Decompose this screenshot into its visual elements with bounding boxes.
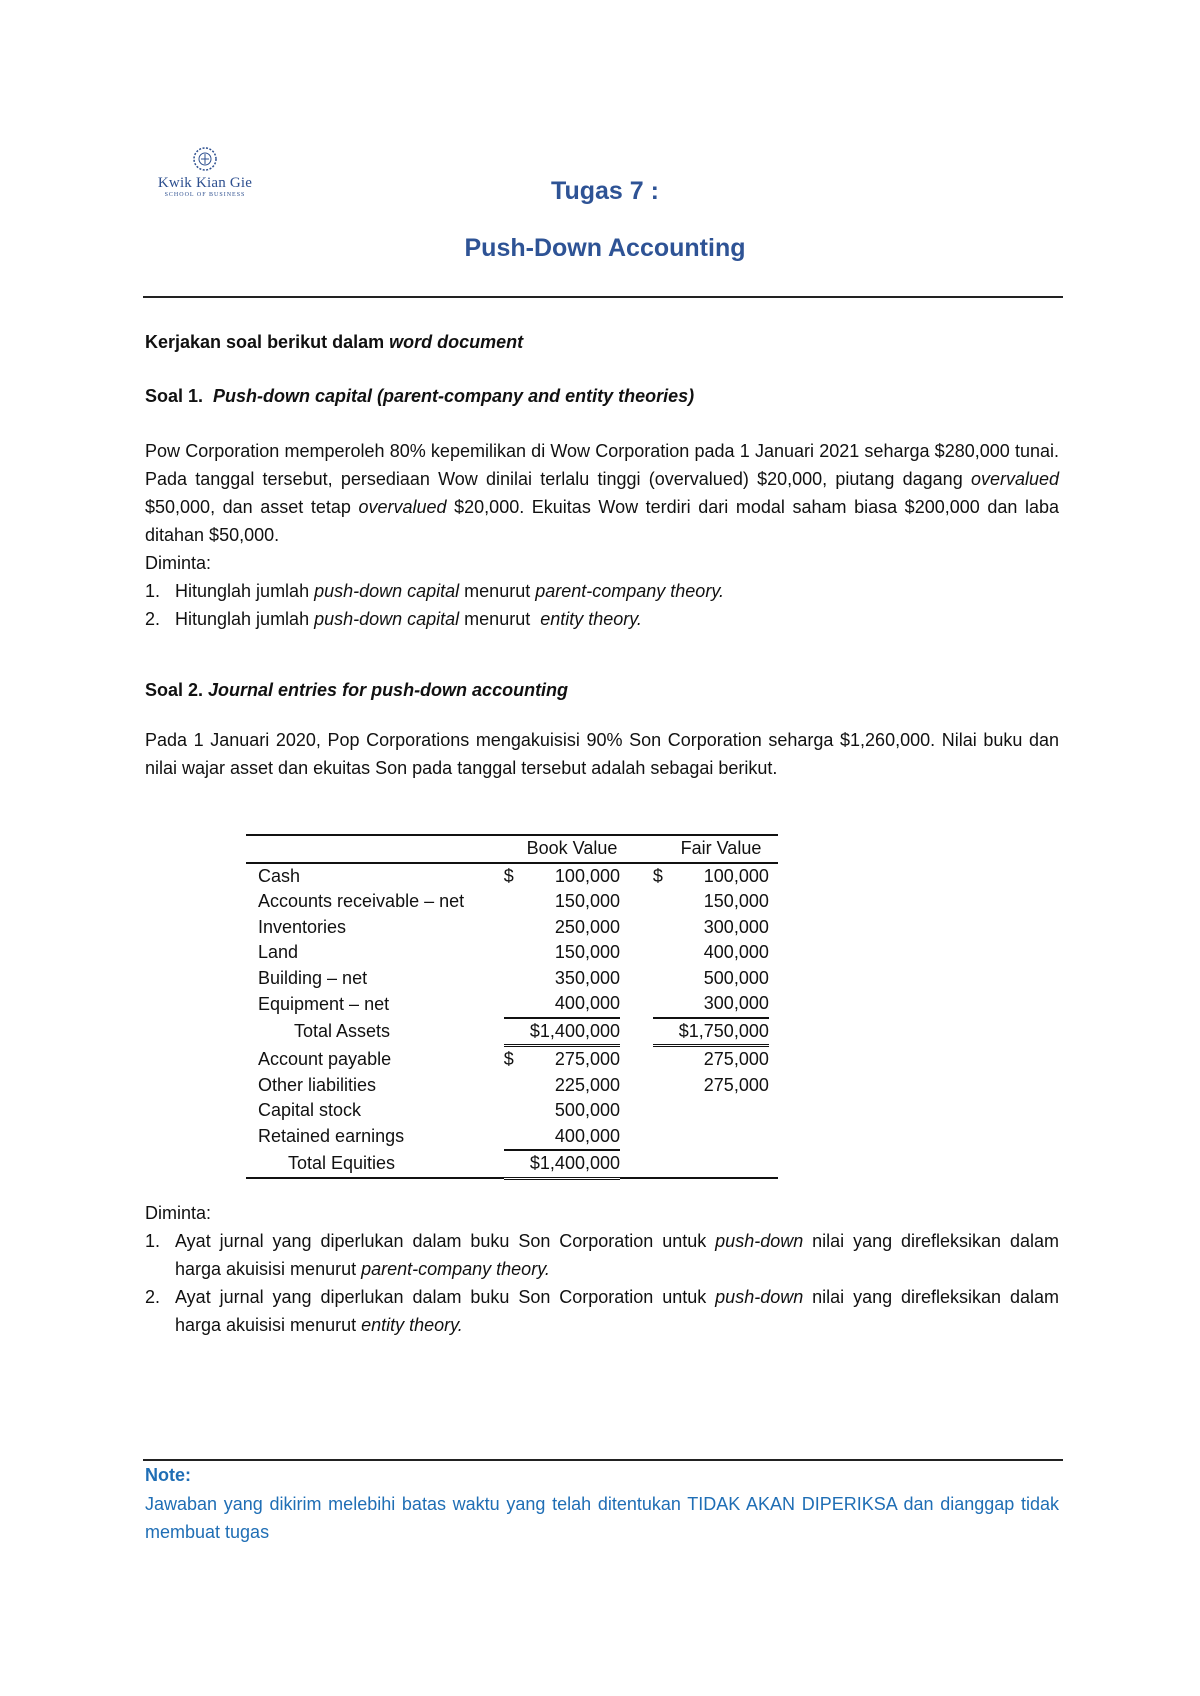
balance-table <box>246 834 778 1180</box>
fair-value: 275,000 <box>703 1074 769 1095</box>
book-currency: $ <box>503 1049 514 1070</box>
row-label: Land <box>258 942 299 963</box>
soal1-diminta: Diminta: <box>145 553 212 573</box>
row-label: Accounts receivable – net <box>258 891 465 912</box>
list-italic: push-down <box>715 1231 804 1251</box>
spacer <box>769 1098 778 1124</box>
list-text: Hitunglah jumlah <box>175 581 315 601</box>
fair-value: 100,000 <box>703 865 769 886</box>
spacer <box>620 863 653 890</box>
soal1-paragraph <box>145 437 1059 549</box>
soal1-heading-prefix: Soal 1. <box>145 386 214 406</box>
book-value: 225,000 <box>554 1074 620 1095</box>
soal2-diminta: Diminta: <box>145 1203 212 1223</box>
soal1-text-2: $50,000, dan asset tetap <box>145 497 359 517</box>
book-currency <box>504 991 524 1018</box>
book-value: 100,000 <box>554 865 620 886</box>
soal2-heading-title: Journal entries for push-down accounting <box>208 680 569 700</box>
fair-value: 300,000 <box>703 916 769 937</box>
note-divider <box>143 1459 1063 1461</box>
book-currency <box>504 1124 524 1151</box>
fair-currency <box>653 889 673 915</box>
book-value: 500,000 <box>554 1100 620 1121</box>
fair-currency <box>653 1098 673 1124</box>
table-header-row <box>246 835 778 863</box>
row-label: Account payable <box>258 1048 392 1069</box>
spacer <box>620 991 653 1018</box>
fair-currency <box>653 940 673 966</box>
spacer <box>620 915 653 941</box>
fair-currency: $ <box>652 865 663 886</box>
fair-value: 500,000 <box>703 967 769 988</box>
fair-currency <box>653 991 673 1018</box>
fair-currency <box>653 1018 673 1046</box>
fair-value: 150,000 <box>703 891 769 912</box>
book-currency: $ <box>503 865 514 886</box>
list-text: nilai yang direfleksikan dalam harga akuisisi menurut <box>175 1231 1059 1279</box>
logo-name: Kwik Kian Gie <box>157 175 253 191</box>
fair-value: 275,000 <box>703 1049 769 1070</box>
row-label: Total Assets <box>294 1021 391 1041</box>
soal2-paragraph: Pada 1 Januari 2020, Pop Corporations mengakuisisi 90% Son Corporation seharga $1,260,000. Nilai buku dan nilai wajar asset dan ekuitas Son pada tanggal tersebut adalah sebagai berikut. <box>145 730 1059 778</box>
instruction-italic: word document <box>389 332 524 352</box>
soal1-heading-title: Push-down capital (parent-company and entity theories) <box>213 386 695 406</box>
fair-value: 400,000 <box>703 942 769 963</box>
spacer <box>620 966 653 992</box>
instruction <box>145 328 1059 356</box>
header-fair-value: Fair Value <box>680 838 762 859</box>
header-label <box>246 835 504 863</box>
list-item <box>145 605 1059 633</box>
soal1-italic-2: overvalued <box>358 497 447 517</box>
spacer <box>769 1046 778 1073</box>
list-italic: parent-company theory. <box>361 1259 550 1279</box>
soal2-task-list <box>145 1227 1059 1339</box>
fair-currency <box>653 1073 673 1099</box>
fair-currency <box>653 966 673 992</box>
fair-currency <box>653 1150 673 1178</box>
book-value: 150,000 <box>554 891 620 912</box>
page-title: Tugas 7 : <box>551 177 659 205</box>
book-currency <box>504 940 524 966</box>
soal1-text-1: Pow Corporation memperoleh 80% kepemilikan di Wow Corporation pada 1 Januari 2021 seharga $280,000 tunai. Pada tanggal tersebut, persediaan Wow dinilai terlalu tinggi (overvalued) $20,000, piutang dagang <box>145 441 1059 489</box>
logo-subtitle: SCHOOL OF BUSINESS <box>164 192 246 198</box>
row-label: Capital stock <box>258 1100 362 1121</box>
book-currency <box>504 1098 524 1124</box>
book-value: 350,000 <box>554 967 620 988</box>
book-currency <box>504 966 524 992</box>
table-row-total-assets <box>246 1018 778 1046</box>
row-label: Other liabilities <box>258 1074 377 1095</box>
table-row <box>246 966 778 992</box>
list-italic: push-down <box>715 1287 804 1307</box>
fair-value: 300,000 <box>673 991 769 1018</box>
book-value: $1,400,000 <box>524 1018 620 1046</box>
book-currency <box>504 1150 524 1178</box>
fair-currency <box>653 1124 673 1151</box>
fair-value <box>673 1098 769 1124</box>
row-label: Inventories <box>258 916 347 937</box>
book-value: 400,000 <box>524 991 620 1018</box>
soal2-heading <box>145 676 1059 704</box>
book-currency <box>504 889 524 915</box>
table-row <box>246 940 778 966</box>
fair-currency <box>653 915 673 941</box>
book-value: 275,000 <box>554 1049 620 1070</box>
header-spacer <box>653 835 673 863</box>
fair-value <box>673 1124 769 1151</box>
soal2-heading-prefix: Soal 2. <box>145 680 209 700</box>
header-divider <box>143 296 1063 298</box>
instruction-text: Kerjakan soal berikut dalam <box>145 332 390 352</box>
spacer <box>769 863 778 890</box>
list-italic: parent-company theory. <box>535 581 724 601</box>
list-text: Ayat jurnal yang diperlukan dalam buku Son Corporation untuk <box>175 1231 716 1251</box>
list-text: Hitunglah jumlah <box>175 609 315 629</box>
spacer <box>620 1046 653 1073</box>
spacer <box>620 1073 653 1099</box>
book-value: 150,000 <box>554 942 620 963</box>
book-value: $1,400,000 <box>524 1150 620 1178</box>
note-heading: Note: <box>145 1465 191 1485</box>
header-spacer <box>620 835 653 863</box>
note-body: Jawaban yang dikirim melebihi batas waktu yang telah ditentukan TIDAK AKAN DIPERIKSA dan dianggap tidak membuat tugas <box>145 1494 1059 1542</box>
table-row <box>246 1124 778 1151</box>
spacer <box>769 915 778 941</box>
spacer <box>769 889 778 915</box>
row-label: Building – net <box>258 967 368 988</box>
header-spacer <box>504 835 524 863</box>
list-italic: entity theory. <box>361 1315 463 1335</box>
table-row <box>246 863 778 890</box>
list-italic: entity theory. <box>540 609 642 629</box>
crest-icon <box>191 145 219 173</box>
spacer <box>769 1124 778 1151</box>
spacer <box>620 1124 653 1151</box>
spacer <box>620 889 653 915</box>
spacer <box>620 940 653 966</box>
row-label: Total Equities <box>288 1153 396 1173</box>
fair-currency <box>653 1046 673 1073</box>
spacer <box>769 991 778 1018</box>
soal1-task-list <box>145 577 1059 633</box>
list-item <box>145 1227 1059 1283</box>
header-book-value: Book Value <box>526 838 618 859</box>
spacer <box>769 1018 778 1046</box>
book-value: 400,000 <box>524 1124 620 1151</box>
table-row <box>246 1073 778 1099</box>
table-row <box>246 889 778 915</box>
spacer <box>769 940 778 966</box>
spacer <box>620 1150 653 1178</box>
book-currency <box>504 1073 524 1099</box>
list-text: Ayat jurnal yang diperlukan dalam buku Son Corporation untuk <box>175 1287 716 1307</box>
book-currency <box>504 1018 524 1046</box>
list-number: 1. <box>145 1231 161 1251</box>
spacer <box>769 1073 778 1099</box>
spacer <box>769 1150 778 1178</box>
soal1-heading <box>145 382 1059 410</box>
soal1-text-3: $20,000. Ekuitas Wow terdiri dari modal saham biasa $200,000 dan laba ditahan $50,000. <box>145 497 1059 545</box>
list-number: 2. <box>145 1287 161 1307</box>
soal1-italic-1: overvalued <box>970 469 1059 489</box>
header-spacer <box>769 835 778 863</box>
row-label: Retained earnings <box>258 1126 405 1147</box>
list-number: 1. <box>145 581 161 601</box>
list-italic: push-down capital <box>314 581 460 601</box>
list-item <box>145 1283 1059 1339</box>
table-row <box>246 1046 778 1073</box>
row-label: Cash <box>258 865 301 886</box>
table-row <box>246 915 778 941</box>
table-row-total-equities <box>246 1150 778 1178</box>
spacer <box>620 1098 653 1124</box>
row-label: Equipment – net <box>258 993 390 1014</box>
list-number: 2. <box>145 609 161 629</box>
page-subtitle: Push-Down Accounting <box>464 234 746 262</box>
list-text: nilai yang direfleksikan dalam harga akuisisi menurut <box>175 1287 1059 1335</box>
table-row <box>246 1098 778 1124</box>
list-text: menurut <box>459 581 536 601</box>
book-currency <box>504 915 524 941</box>
fair-value: $1,750,000 <box>673 1018 769 1046</box>
table-row <box>246 991 778 1018</box>
spacer <box>620 1018 653 1046</box>
spacer <box>769 966 778 992</box>
list-italic: push-down capital <box>314 609 460 629</box>
list-text: menurut <box>459 609 541 629</box>
book-value: 250,000 <box>554 916 620 937</box>
fair-value <box>673 1150 769 1178</box>
list-item <box>145 577 1059 605</box>
